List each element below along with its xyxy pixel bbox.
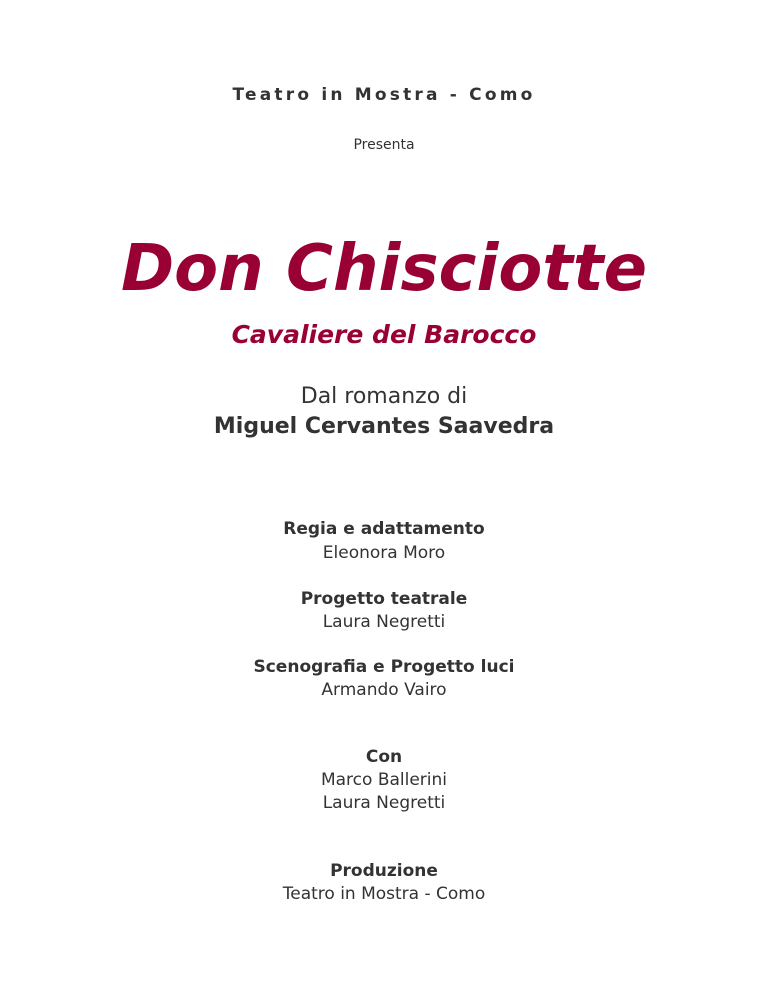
direction-role: Regia e adattamento — [283, 519, 485, 539]
scenography-name: Armando Vairo — [321, 680, 447, 700]
cast-role: Con — [365, 747, 403, 767]
production-role: Produzione — [330, 861, 438, 881]
direction-name: Eleonora Moro — [322, 543, 446, 563]
company-heading: Teatro in Mostra - Como — [232, 85, 536, 105]
cast-member: Laura Negretti — [322, 793, 446, 813]
production-name: Teatro in Mostra - Como — [282, 884, 486, 904]
project-name: Laura Negretti — [322, 612, 446, 632]
from-novel-label: Dal romanzo di — [300, 384, 468, 409]
presenta-label: Presenta — [353, 137, 415, 153]
scenography-role: Scenografia e Progetto luci — [253, 657, 515, 677]
author-name: Miguel Cervantes Saavedra — [213, 414, 555, 439]
show-subtitle: Cavaliere del Barocco — [231, 320, 537, 349]
show-title: Don Chisciotte — [121, 232, 647, 306]
project-role: Progetto teatrale — [300, 589, 468, 609]
cast-member: Marco Ballerini — [320, 770, 448, 790]
